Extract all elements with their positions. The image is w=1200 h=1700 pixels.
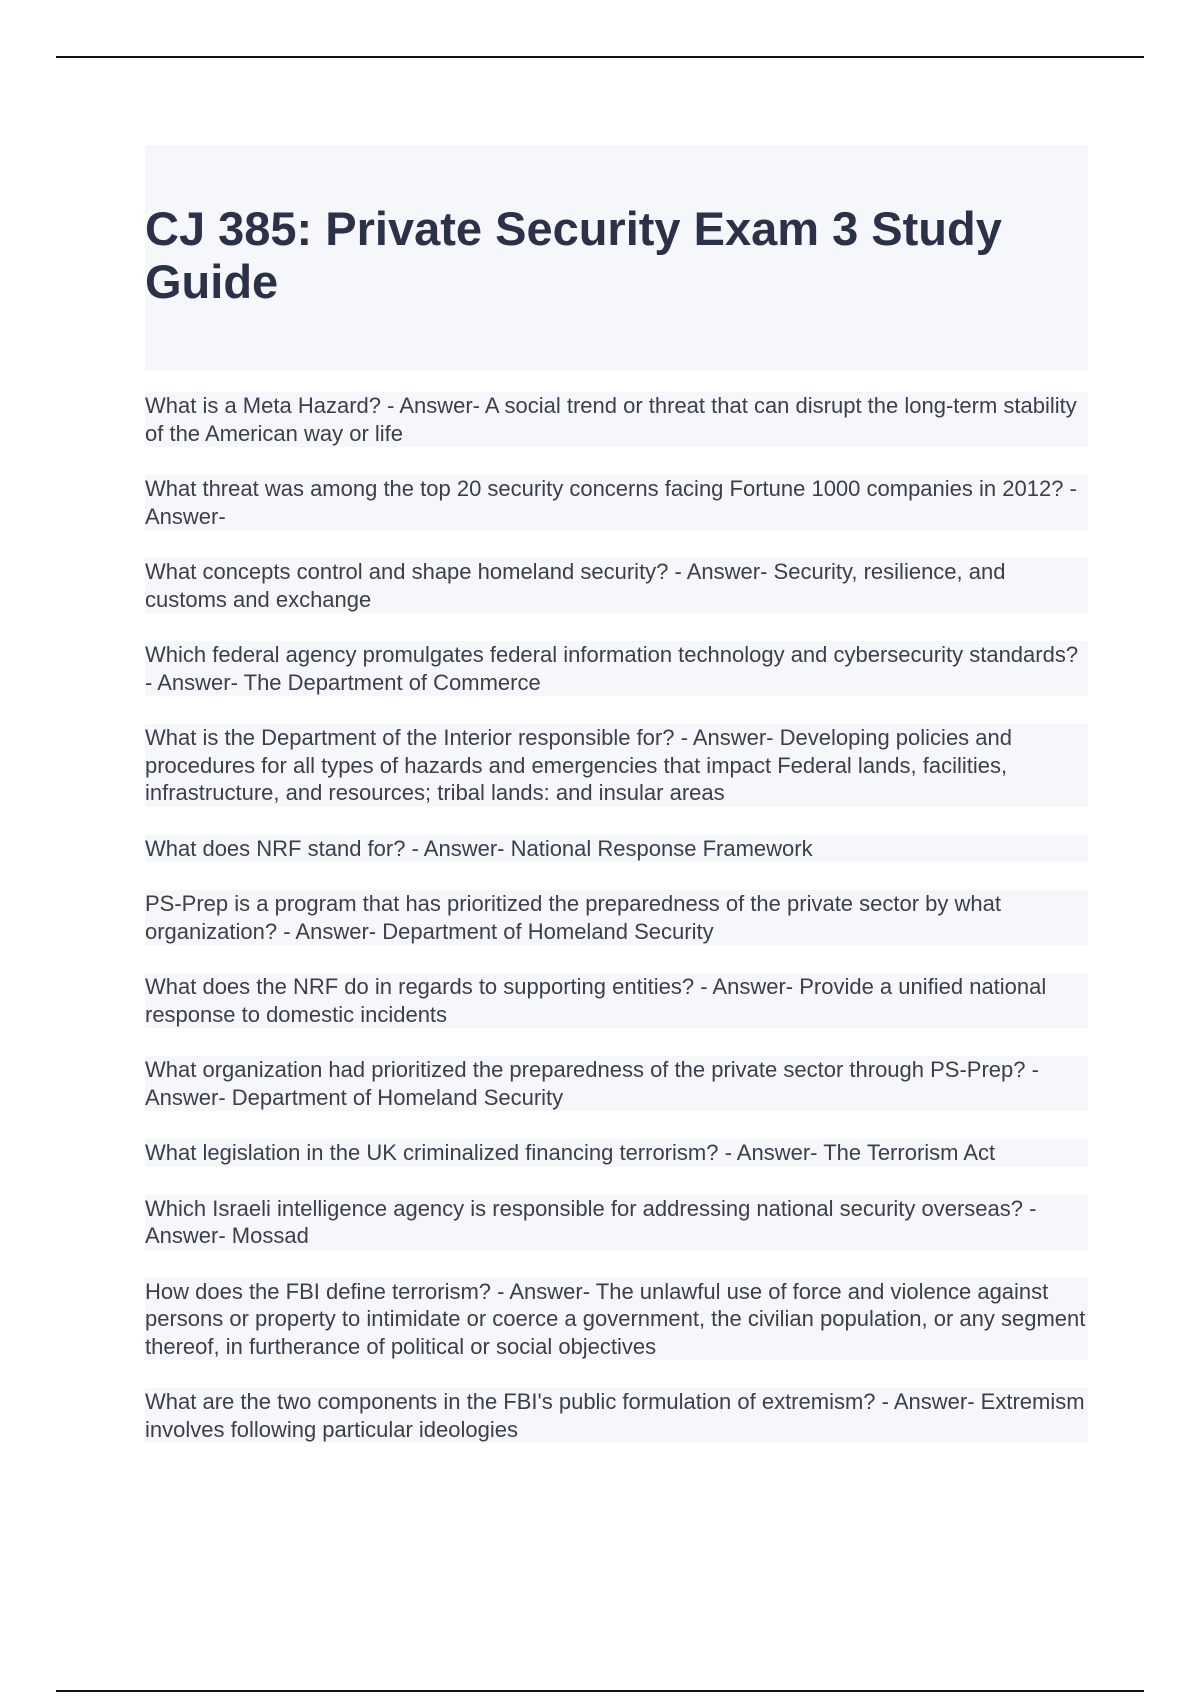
qa-item: What is the Department of the Interior responsible for? - Answer- Developing policies and procedures for all types of hazards and emergencies that impact Federal lands, facilities, infrastructure, and resources; tribal lands: and insular areas (145, 724, 1088, 807)
page-content (145, 145, 1088, 1443)
qa-item: Which Israeli intelligence agency is responsible for addressing national security overseas? - Answer- Mossad (145, 1195, 1088, 1250)
qa-list (145, 370, 1088, 1443)
top-divider (56, 56, 1144, 58)
qa-item: How does the FBI define terrorism? - Answer- The unlawful use of force and violence against persons or property to intimidate or coerce a government, the civilian population, or any segment thereof, in furtherance of political or social objectives (145, 1278, 1088, 1361)
title-block (145, 145, 1088, 370)
qa-item: What does NRF stand for? - Answer- National Response Framework (145, 835, 1088, 863)
qa-item: What organization had prioritized the preparedness of the private sector through PS-Prep? - Answer- Department of Homeland Security (145, 1056, 1088, 1111)
qa-item: What concepts control and shape homeland security? - Answer- Security, resilience, and customs and exchange (145, 558, 1088, 613)
qa-item: What are the two components in the FBI's public formulation of extremism? - Answer- Extremism involves following particular ideologies (145, 1388, 1088, 1443)
qa-item: What legislation in the UK criminalized financing terrorism? - Answer- The Terrorism Act (145, 1139, 1088, 1167)
qa-item: What does the NRF do in regards to supporting entities? - Answer- Provide a unified national response to domestic incidents (145, 973, 1088, 1028)
bottom-divider (56, 1690, 1144, 1692)
qa-item: What is a Meta Hazard? - Answer- A social trend or threat that can disrupt the long-term stability of the American way or life (145, 392, 1088, 447)
page-title: CJ 385: Private Security Exam 3 Study Guide (145, 202, 1002, 308)
qa-item: Which federal agency promulgates federal information technology and cybersecurity standards? - Answer- The Department of Commerce (145, 641, 1088, 696)
qa-item: PS-Prep is a program that has prioritized the preparedness of the private sector by what organization? - Answer- Department of Homeland Security (145, 890, 1088, 945)
qa-item: What threat was among the top 20 security concerns facing Fortune 1000 companies in 2012? - Answer- (145, 475, 1088, 530)
